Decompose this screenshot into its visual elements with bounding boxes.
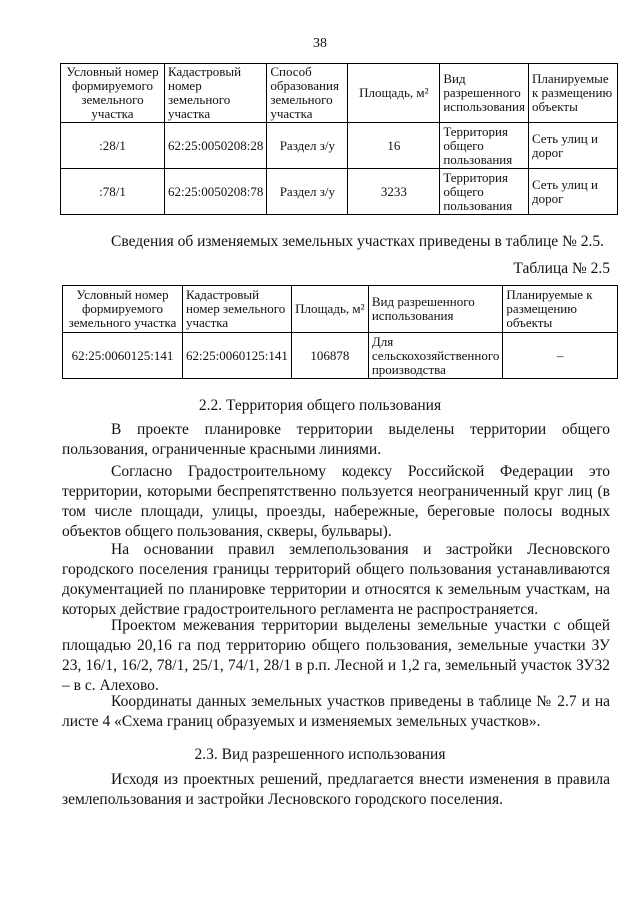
- paragraph: На основании правил землепользования и застройки Лесновского городского поселения границы территорий общего пользования устанавливаются документацией по планировке территории и относятся к земельным участкам, на которых действие градостроительного регламента не распространяется.: [62, 541, 610, 618]
- table-cell: Территория общего пользования: [440, 169, 529, 215]
- table-cell: 16: [348, 123, 440, 169]
- table-row: [61, 123, 618, 169]
- table-row: [63, 333, 618, 379]
- header-cell: Кадастровый номер земельного участка: [165, 64, 267, 123]
- table-cell: Сеть улиц и дорог: [528, 123, 617, 169]
- table-cell: Территория общего пользования: [440, 123, 529, 169]
- table-header-row: [63, 286, 618, 333]
- header-cell: Условный номер формируемого земельного участка: [63, 286, 183, 333]
- table-cell: 3233: [348, 169, 440, 215]
- header-cell: Кадастровый номер земельного участка: [183, 286, 292, 333]
- paragraph: Координаты данных земельных участков приведены в таблице № 2.7 и на листе 4 «Схема границ образуемых и изменяемых земельных участков».: [62, 693, 610, 730]
- table-formed-plots: [60, 63, 618, 215]
- paragraph: Согласно Градостроительному кодексу Российской Федерации это территории, которыми беспрепятственно пользуется неограниченный круг лиц (в том числе площади, улицы, проезды, набережные, береговые полосы водных объектов общего пользования, скверы, бульвары).: [62, 463, 610, 540]
- table-2-5-intro: Сведения об изменяемых земельных участках приведены в таблице № 2.5.: [111, 233, 604, 250]
- paragraph: Исходя из проектных решений, предлагается внести изменения в правила землепользования и застройки Лесновского городского поселения.: [62, 771, 610, 808]
- page-number: 38: [313, 36, 327, 51]
- table-modified-plots: [62, 285, 618, 379]
- section-heading-2-3: 2.3. Вид разрешенного использования: [194, 746, 446, 763]
- table-cell: Раздел з/у: [267, 123, 348, 169]
- header-cell: Условный номер формируемого земельного участка: [61, 64, 165, 123]
- table-cell: Сеть улиц и дорог: [528, 169, 617, 215]
- table-cell: Раздел з/у: [267, 169, 348, 215]
- paragraph: Проектом межевания территории выделены земельные участки с общей площадью 20,16 га под территорию общего пользования, земельные участки ЗУ 23, 16/1, 16/2, 78/1, 25/1, 74/1, 28/1 в р.п. Лесной и 1,2 га, земельный участок ЗУ32 – в с. Алехово.: [62, 617, 610, 694]
- table-cell: 62:25:0060125:141: [63, 333, 183, 379]
- table-row: [61, 169, 618, 215]
- table-cell: :28/1: [61, 123, 165, 169]
- table-cell: 62:25:0050208:28: [165, 123, 267, 169]
- area-header: Площадь, м²: [359, 85, 429, 100]
- header-cell: Способ образования земельного участка: [267, 64, 348, 123]
- table-cell: 62:25:0050208:78: [165, 169, 267, 215]
- table-2-5-caption: Таблица № 2.5: [513, 260, 610, 277]
- table-cell: Для сельскохозяйственного производства: [368, 333, 503, 379]
- table-cell: 106878: [291, 333, 368, 379]
- table-cell: –: [503, 333, 618, 379]
- header-cell: Планируемые к размещению объекты: [503, 286, 618, 333]
- table-cell: 62:25:0060125:141: [183, 333, 292, 379]
- paragraph: В проекте планировке территории выделены территории общего пользования, ограниченные красными линиями.: [62, 421, 610, 458]
- header-cell: [348, 64, 440, 123]
- table-header-row: [61, 64, 618, 123]
- table-cell: :78/1: [61, 169, 165, 215]
- header-cell: Вид разрешенного использования: [368, 286, 503, 333]
- section-heading-2-2: 2.2. Территория общего пользования: [198, 397, 442, 414]
- header-cell: Площадь, м²: [291, 286, 368, 333]
- header-cell: Планируемые к размещению объекты: [528, 64, 617, 123]
- header-cell: Вид разрешенного использования: [440, 64, 529, 123]
